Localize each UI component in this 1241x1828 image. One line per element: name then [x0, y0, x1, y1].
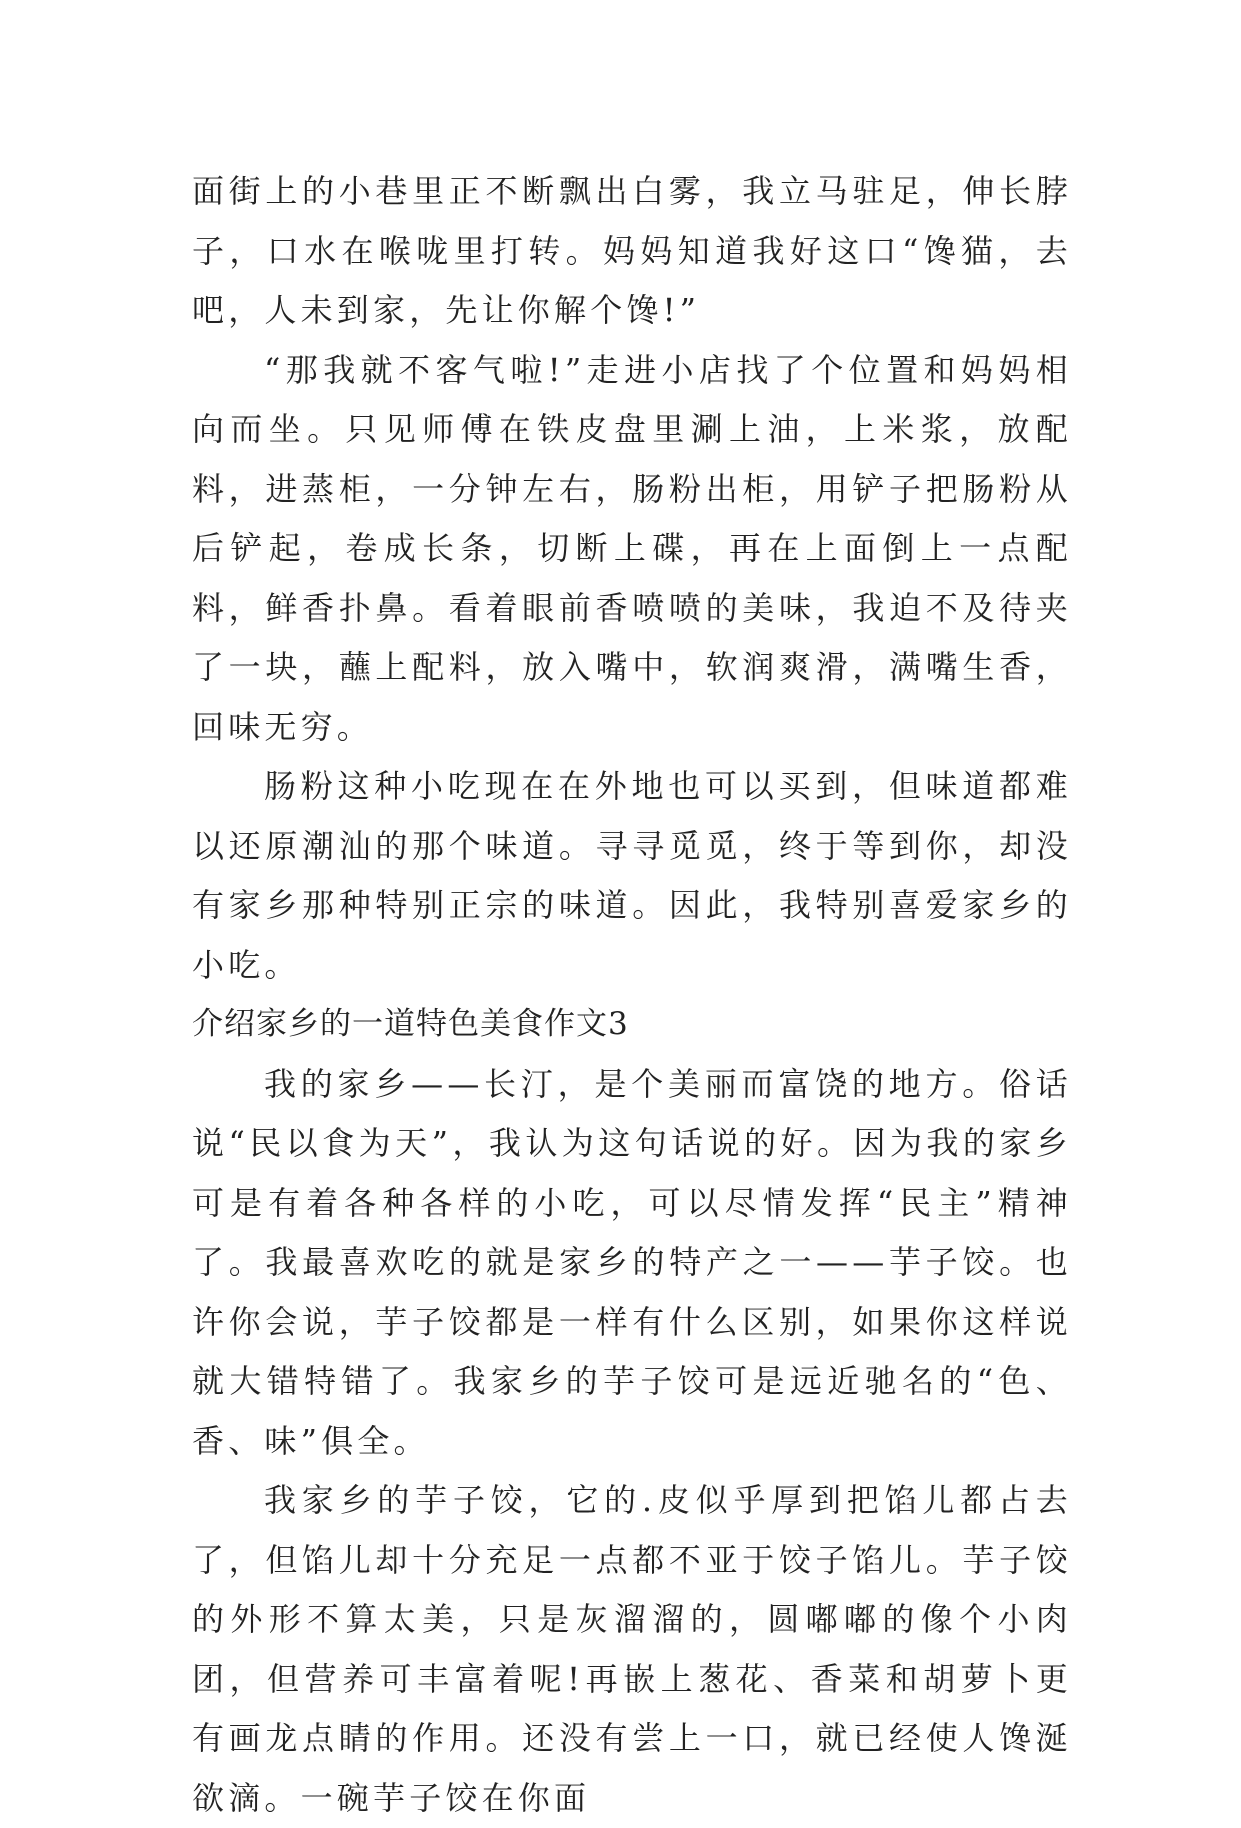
essay-heading: 介绍家乡的一道特色美食作文3 — [192, 1006, 629, 1042]
paragraph-conclusion: 肠粉这种小吃现在在外地也可以买到，但味道都难以还原潮汕的那个味道。寻寻觅觅，终于等到你，却没有家乡那种特别正宗的味道。因此，我特别喜爱家乡的小吃。 — [192, 767, 1072, 984]
essay-body — [192, 162, 1072, 1828]
paragraph-continued: 面街上的小巷里正不断飘出白雾，我立马驻足，伸长脖子，口水在喉咙里打转。妈妈知道我好这口“馋猫，去吧，人未到家，先让你解个馋!” — [192, 172, 1072, 329]
paragraph-shop: “那我就不客气啦!”走进小店找了个位置和妈妈相向而坐。只见师傅在铁皮盘里涮上油，上米浆，放配料，进蒸柜，一分钟左右，肠粉出柜，用铲子把肠粉从后铲起，卷成长条，切断上碟，再在上面倒上一点配料，鲜香扑鼻。看着眼前香喷喷的美味，我迫不及待夹了一块，蘸上配料，放入嘴中，软润爽滑，满嘴生香，回味无穷。 — [192, 350, 1072, 746]
paragraph-dumpling: 我家乡的芋子饺，它的.皮似乎厚到把馅儿都占去了，但馅儿却十分充足一点都不亚于饺子馅儿。芋子饺的外形不算太美，只是灰溜溜的，圆嘟嘟的像个小肉团，但营养可丰富着呢!再嵌上葱花、香菜和胡萝卜更有画龙点睛的作用。还没有尝上一口，就已经使人馋涎欲滴。一碗芋子饺在你面 — [192, 1481, 1072, 1817]
paragraph-hometown: 我的家乡——长汀，是个美丽而富饶的地方。俗话说“民以食为天”，我认为这句话说的好。因为我的家乡可是有着各种各样的小吃，可以尽情发挥“民主”精神了。我最喜欢吃的就是家乡的特产之一——芋子饺。也许你会说，芋子饺都是一样有什么区别，如果你这样说就大错特错了。我家乡的芋子饺可是远近驰名的“色、香、味”俱全。 — [192, 1064, 1072, 1460]
